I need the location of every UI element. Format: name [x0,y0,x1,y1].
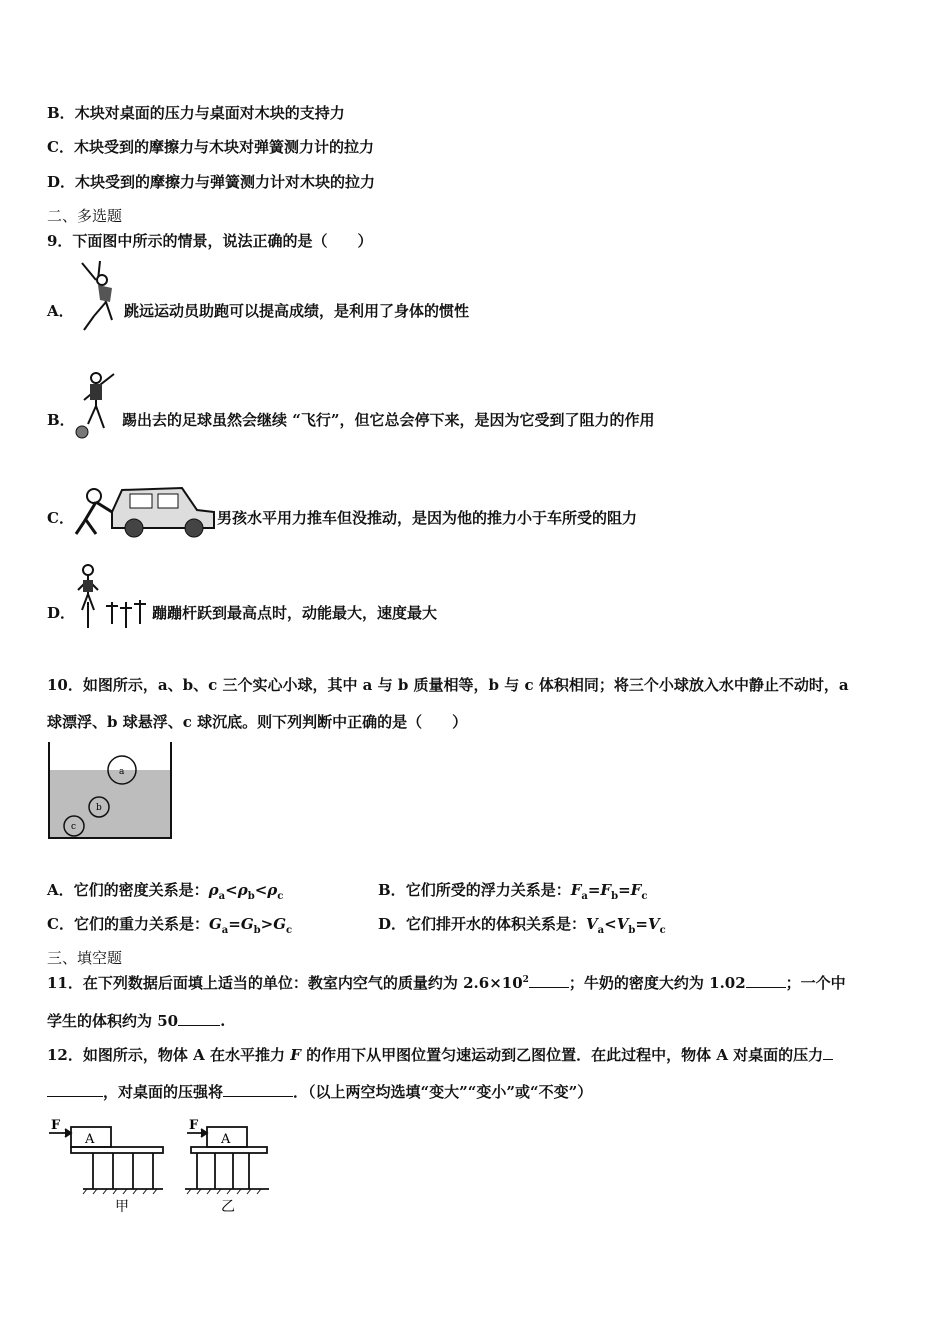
q12-text-part2: 的作用下从甲图位置匀速运动到乙图位置．在此过程中，物体 A 对桌面的压力 [306,1046,824,1064]
ball-a-label: a [119,767,125,777]
q12-text-part3: ，对桌面的压强将 [103,1083,224,1101]
answer-blank-5[interactable] [223,1084,293,1097]
q10-option-c [47,913,292,936]
fig-block-label-jia: A [85,1132,95,1147]
option-label: A． [47,881,74,899]
option-label: B． [378,881,406,899]
q8-option-d [47,171,375,192]
q9-option-a-text: 跳远运动员助跑可以提高成绩，是利用了身体的惯性 [124,302,470,320]
q11-line2 [47,1010,225,1031]
answer-blank-2[interactable] [746,975,786,988]
section-heading-fill: 三、填空题 [47,949,123,967]
q11-text-part2: ；牛奶的密度大约为 1.02 [568,974,746,992]
q10-option-d [378,913,666,936]
option-text: 木块对桌面的压力与桌面对木块的支持力 [74,104,345,122]
q12-text-part4: ．（以上两空均选填“变大”“变小”或“不变”） [293,1083,593,1101]
q11-text-part4: 学生的体积约为 50 [47,1012,179,1030]
table-block-figure [45,1115,285,1215]
q10-option-b [378,879,647,902]
option-label: C． [47,915,74,933]
buoyancy-relation: $F_a=F_b=F_c$ [570,881,648,902]
option-label: C． [47,138,74,156]
answer-blank-1[interactable] [529,975,569,988]
volume-relation: $V_a<V_b=V_c$ [586,915,666,936]
boy-pushing-car-illustration [72,472,217,542]
option-text: 木块受到的摩擦力与木块对弹簧测力计的拉力 [73,138,374,156]
ball-c-label: c [71,822,77,832]
gravity-relation: $G_a=G_b>G_c$ [208,915,293,936]
answer-blank-4b[interactable] [47,1084,103,1097]
option-label: D． [378,915,407,933]
q12-line1 [47,1044,833,1065]
density-relation: $\rho_a<\rho_b<\rho_c$ [208,881,284,902]
force-symbol: F [290,1046,301,1064]
q11-line1 [47,972,846,993]
option-label: D． [47,173,76,191]
fig-caption-jia: 甲 [115,1199,129,1215]
fig-caption-yi: 乙 [221,1199,235,1215]
section-heading-multi: 二、多选题 [47,207,123,225]
answer-blank-3[interactable] [178,1013,220,1026]
q9-option-b-label: B． [47,411,75,429]
option-text: 它们的密度关系是： [73,881,209,899]
exponent: 2 [522,975,529,985]
q12-text-part1: 12．如图所示，物体 A 在水平推力 [47,1046,285,1064]
option-text: 它们的重力关系是： [73,915,209,933]
ball-b-label: b [96,803,102,813]
q11-text-part3: ；一个中 [785,974,846,992]
fig-force-label-jia: F [51,1118,61,1133]
q8-option-b [47,102,345,123]
q11-text-part1: 11．在下列数据后面填上适当的单位：教室内空气的质量约为 2.6×10 [47,974,523,992]
option-text: 它们排开水的体积关系是： [406,915,587,933]
fig-force-label-yi: F [189,1118,199,1133]
long-jump-athlete-illustration [72,258,127,336]
q8-option-c [47,136,374,157]
q10-stem-line2: 球漂浮、b 球悬浮、c 球沉底。则下列判断中正确的是（ ） [47,713,468,731]
option-text: 它们所受的浮力关系是： [405,881,571,899]
q9-option-a-label: A． [47,302,74,320]
fig-block-label-yi: A [221,1132,231,1147]
q9-option-c-text: 男孩水平用力推车但没推动，是因为他的推力小于车所受的阻力 [217,509,638,527]
q9-option-c-label: C． [47,509,74,527]
option-label: B． [47,104,75,122]
q9-stem: 9．下面图中所示的情景，说法正确的是（ ） [47,232,373,250]
option-text: 木块受到的摩擦力与弹簧测力计对木块的拉力 [75,173,376,191]
q9-option-d-text: 蹦蹦杆跃到最高点时，动能最大，速度最大 [152,604,438,622]
answer-blank-4a[interactable] [823,1047,833,1060]
q10-option-a [47,879,283,902]
q9-option-d-label: D． [47,604,76,622]
water-tank-balls-figure [45,740,175,842]
q11-text-part5: . [220,1012,226,1030]
q10-stem-line1: 10．如图所示，a、b、c 三个实心小球，其中 a 与 b 质量相等，b 与 c 体积相同；将三个小球放入水中静止不动时，a [47,676,849,694]
q12-line2 [47,1081,592,1102]
pogo-stick-illustration [72,562,148,630]
q9-option-b-text: 踢出去的足球虽然会继续 “飞行”，但它总会停下来，是因为它受到了阻力的作用 [122,411,655,429]
soccer-player-illustration [70,366,120,442]
